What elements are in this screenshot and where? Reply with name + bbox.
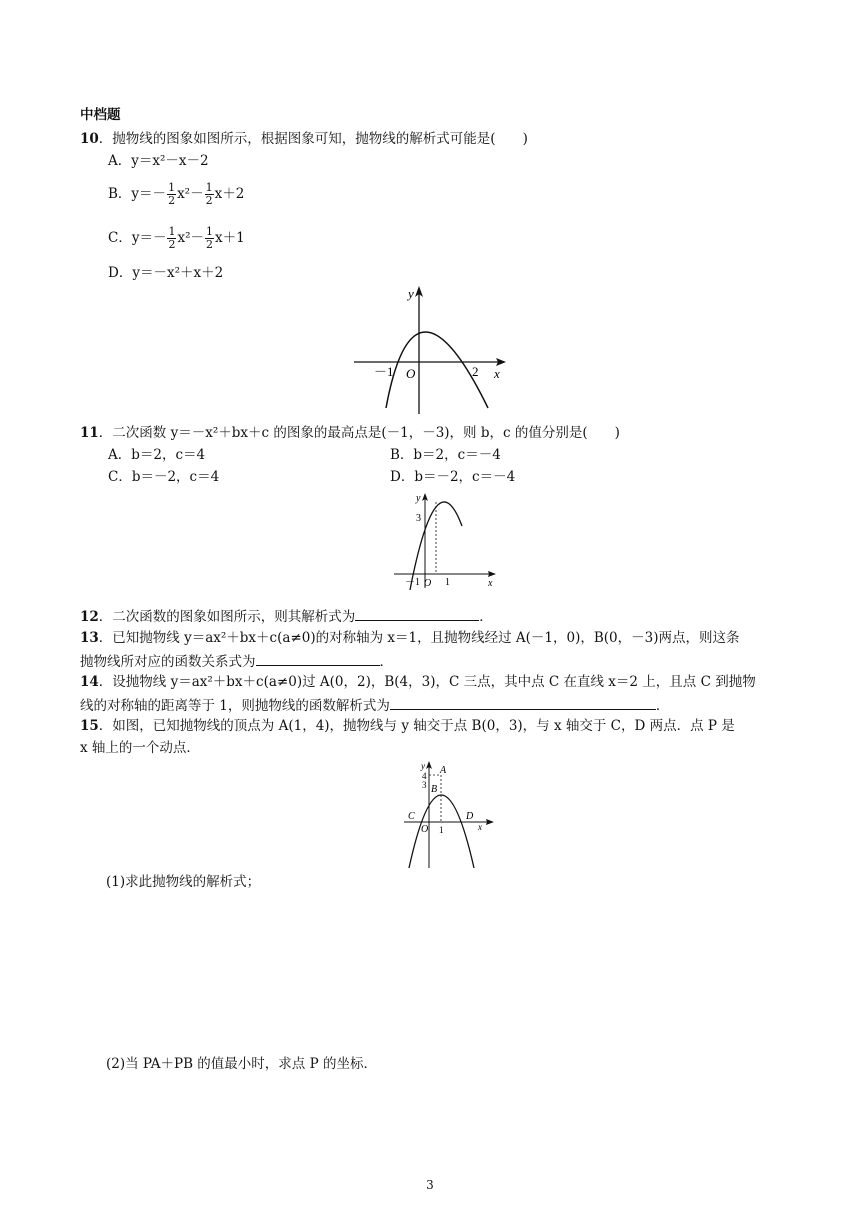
q15-origin-label: O <box>421 824 429 835</box>
q10-c-end: x＋1 <box>215 230 245 246</box>
q15-number: 15 <box>80 718 99 734</box>
frac-denominator: 2 <box>168 238 176 251</box>
q10-c-middle: x²－ <box>177 230 204 246</box>
q15-text: ．如图，已知抛物线的顶点为 A(1，4)，抛物线与 y 轴交于点 B(0，3)，与 x 轴交于 C，D 两点．点 P 是 <box>98 718 735 734</box>
q11-origin-label: O <box>424 578 432 589</box>
q10-option-c <box>108 224 245 252</box>
q14-line2 <box>80 695 669 715</box>
frac-numerator: 1 <box>205 181 213 194</box>
q12-line <box>80 606 493 626</box>
q15-point-a-label: A <box>440 765 447 776</box>
frac-denominator: 2 <box>168 194 176 207</box>
q15-tick-4-label: 4 <box>422 771 427 781</box>
q11-number: 11 <box>80 425 99 441</box>
q11-option-d: D．b＝－2，c＝－4 <box>390 469 516 485</box>
q13-line2 <box>80 651 393 671</box>
q10-stem <box>80 130 528 148</box>
q10-number: 10 <box>80 131 99 147</box>
q10-origin-label: O <box>406 366 416 381</box>
q15-point-b-label: B <box>431 784 438 795</box>
q15-y-label: y <box>421 761 425 771</box>
q11-text: ．二次函数 y＝－x²＋bx＋c 的图象的最高点是(－1，－3)，则 b，c 的值分别是( ) <box>98 425 620 441</box>
q11-option-c: C．b＝－2，c＝4 <box>108 469 220 485</box>
q10-b-frac1 <box>167 182 176 207</box>
q14-line1 <box>80 673 756 691</box>
q15-point-c-label: C <box>408 811 415 822</box>
q10-c-frac1 <box>167 226 176 251</box>
q13-end: ． <box>379 654 393 670</box>
q15-x-arrow-icon <box>486 819 494 825</box>
q11-x-arrow-icon <box>488 571 496 577</box>
q10-text: ．抛物线的图象如图所示，根据图象可知，抛物线的解析式可能是( ) <box>98 131 528 147</box>
q15-tick-3-label: 3 <box>422 780 427 790</box>
q11-stem <box>80 424 620 442</box>
q13-text: ．已知抛物线 y＝ax²＋bx＋c(a≠0)的对称轴为 x＝1，且抛物线经过 A(－1，0)，B(0，－3)两点，则这条 <box>98 630 740 646</box>
q11-graph <box>392 490 502 590</box>
q15-part1: (1)求此抛物线的解析式； <box>106 874 261 890</box>
q12-text: ．二次函数的图象如图所示，则其解析式为 <box>98 609 356 625</box>
q15-tick-1-label: 1 <box>439 825 444 835</box>
q10-option-a: A．y＝x²－x－2 <box>108 153 209 169</box>
q10-option-d: D．y＝－x²＋x＋2 <box>108 265 224 281</box>
section-title: 中档题 <box>80 107 121 123</box>
q10-x-label: x <box>494 366 500 381</box>
q15-graph <box>402 758 498 870</box>
q10-b-middle: x²－ <box>177 186 204 202</box>
q10-b-end: x＋2 <box>214 186 245 202</box>
q13-number: 13 <box>80 630 99 646</box>
q11-tick-y-label: 3 <box>416 513 421 524</box>
frac-denominator: 2 <box>206 238 213 251</box>
q11-option-b: B．b＝2，c＝－4 <box>390 447 501 463</box>
q13-text2: 抛物线所对应的函数关系式为 <box>80 654 256 670</box>
q10-option-b <box>108 180 244 208</box>
q15-x-label: x <box>478 822 482 832</box>
q12-number: 12 <box>80 609 99 625</box>
q10-c-prefix: C．y＝－ <box>108 230 167 246</box>
q10-b-prefix: B．y＝－ <box>108 186 167 202</box>
frac-numerator: 1 <box>206 225 213 238</box>
q11-tick-x-neg-label: －1 <box>405 577 420 588</box>
q11-option-a: A．b＝2，c＝4 <box>108 447 206 463</box>
q13-answer-blank[interactable] <box>256 651 380 666</box>
q10-y-label: y <box>408 286 414 301</box>
q10-b-frac2 <box>205 182 214 207</box>
q13-line1 <box>80 629 739 647</box>
q11-x-label: x <box>488 578 493 589</box>
frac-numerator: 1 <box>168 225 176 238</box>
q15-line2: x 轴上的一个动点． <box>80 740 200 756</box>
q11-tick-x-label: 1 <box>445 577 450 588</box>
q15-part2: (2)当 PA＋PB 的值最小时，求点 P 的坐标． <box>106 1056 377 1072</box>
q10-root-left-label: －1 <box>374 364 394 379</box>
q14-text2: 线的对称轴的距离等于 1，则抛物线的函数解析式为 <box>80 698 390 714</box>
q14-text: ．设抛物线 y＝ax²＋bx＋c(a≠0)过 A(0，2)，B(4，3)，C 三点，其中点 C 在直线 x＝2 上，且点 C 到抛物 <box>98 674 756 690</box>
q10-graph <box>350 282 510 416</box>
q14-number: 14 <box>80 674 99 690</box>
q14-end: ． <box>655 698 670 714</box>
q11-y-label: y <box>416 493 421 504</box>
page-number: 3 <box>426 1178 434 1192</box>
q12-end: ． <box>479 609 493 625</box>
frac-denominator: 2 <box>205 194 213 207</box>
q15-point-d-label: D <box>466 811 474 822</box>
q12-answer-blank[interactable] <box>355 606 479 621</box>
q14-answer-blank[interactable] <box>390 695 656 710</box>
q15-line1 <box>80 717 735 735</box>
q10-root-right-label: 2 <box>472 364 479 379</box>
frac-numerator: 1 <box>168 181 176 194</box>
q10-c-frac2 <box>205 226 214 251</box>
